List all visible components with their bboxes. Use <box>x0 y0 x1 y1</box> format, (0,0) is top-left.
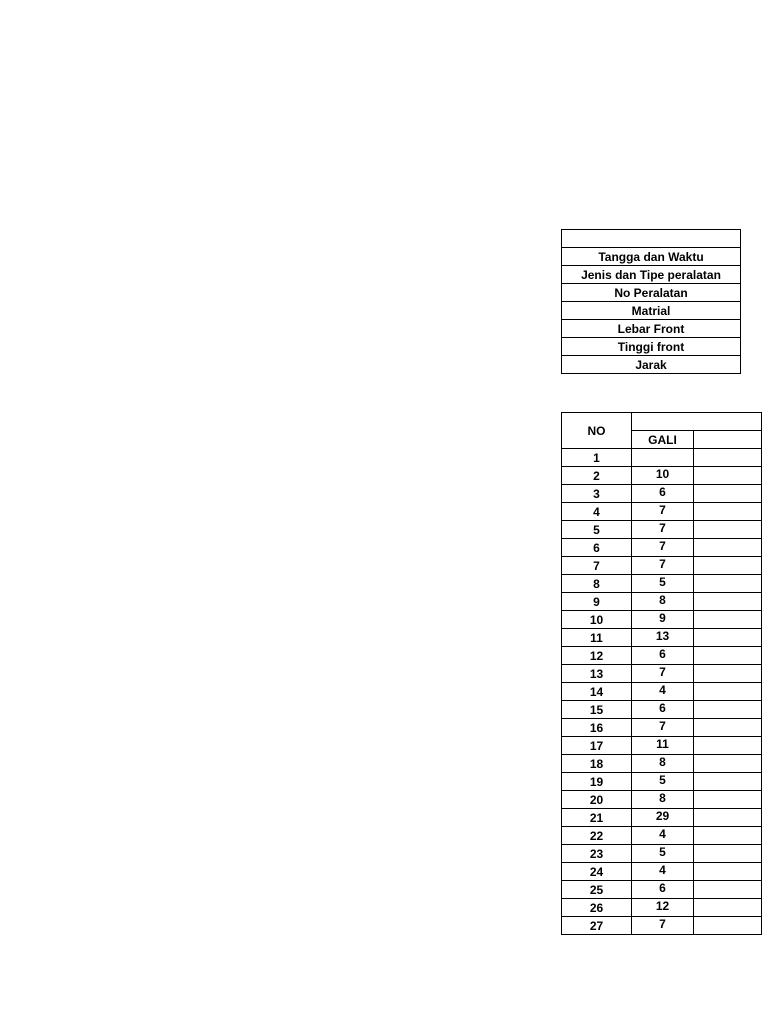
info-row <box>562 284 741 302</box>
data-table-body <box>562 449 762 935</box>
row-next <box>694 485 762 503</box>
row-number: 19 <box>562 773 632 791</box>
info-row <box>562 266 741 284</box>
row-gali <box>632 683 694 701</box>
row-gali <box>632 557 694 575</box>
row-gali-value: 5 <box>659 574 666 589</box>
row-next <box>694 917 762 935</box>
row-gali <box>632 467 694 485</box>
row-next <box>694 503 762 521</box>
info-table <box>561 229 741 374</box>
row-gali-value: 12 <box>655 898 670 913</box>
row-next <box>694 881 762 899</box>
info-row-label: Lebar Front <box>562 320 741 338</box>
row-gali-value: 10 <box>655 466 670 481</box>
row-gali <box>632 521 694 539</box>
info-row <box>562 320 741 338</box>
table-row <box>562 899 762 917</box>
data-table-viewport <box>561 412 695 942</box>
table-row <box>562 557 762 575</box>
row-gali-value: 8 <box>659 790 666 805</box>
row-gali <box>632 611 694 629</box>
row-number: 15 <box>562 701 632 719</box>
table-row <box>562 755 762 773</box>
row-gali <box>632 503 694 521</box>
row-next <box>694 449 762 467</box>
row-next <box>694 845 762 863</box>
table-row <box>562 881 762 899</box>
row-gali-value: 13 <box>655 628 670 643</box>
row-next <box>694 467 762 485</box>
header-group <box>632 413 762 431</box>
row-gali <box>632 575 694 593</box>
row-number: 25 <box>562 881 632 899</box>
info-row <box>562 356 741 374</box>
data-table <box>561 412 762 935</box>
row-gali <box>632 917 694 935</box>
row-number: 12 <box>562 647 632 665</box>
table-row <box>562 917 762 935</box>
row-number: 20 <box>562 791 632 809</box>
row-next <box>694 629 762 647</box>
row-next <box>694 899 762 917</box>
info-row-label: Tinggi front <box>562 338 741 356</box>
row-gali <box>632 827 694 845</box>
row-gali-value: 6 <box>659 646 666 661</box>
row-gali-value: 9 <box>659 610 666 625</box>
row-next <box>694 683 762 701</box>
row-next <box>694 575 762 593</box>
table-row <box>562 593 762 611</box>
row-gali <box>632 485 694 503</box>
info-row <box>562 338 741 356</box>
row-next <box>694 593 762 611</box>
row-gali-value: 6 <box>659 700 666 715</box>
header-gali: GALI <box>632 431 694 449</box>
row-next <box>694 791 762 809</box>
row-gali <box>632 755 694 773</box>
row-number: 4 <box>562 503 632 521</box>
info-row-label: Matrial <box>562 302 741 320</box>
table-row <box>562 791 762 809</box>
row-next <box>694 539 762 557</box>
row-next <box>694 719 762 737</box>
row-next <box>694 701 762 719</box>
row-number: 7 <box>562 557 632 575</box>
row-gali <box>632 881 694 899</box>
row-next <box>694 557 762 575</box>
row-number: 18 <box>562 755 632 773</box>
info-header-row <box>562 230 741 248</box>
info-header-cell <box>562 230 741 248</box>
row-next <box>694 773 762 791</box>
row-number: 8 <box>562 575 632 593</box>
row-gali <box>632 737 694 755</box>
info-table-body <box>562 230 741 374</box>
row-gali <box>632 539 694 557</box>
table-row <box>562 845 762 863</box>
row-next <box>694 647 762 665</box>
info-row <box>562 248 741 266</box>
row-next <box>694 665 762 683</box>
row-gali-value: 7 <box>659 664 666 679</box>
row-number: 13 <box>562 665 632 683</box>
table-row <box>562 629 762 647</box>
row-gali-value: 5 <box>659 772 666 787</box>
row-number: 17 <box>562 737 632 755</box>
table-row <box>562 611 762 629</box>
row-gali-value: 7 <box>659 502 666 517</box>
header-row-top <box>562 413 762 431</box>
table-row <box>562 521 762 539</box>
row-gali <box>632 809 694 827</box>
table-row <box>562 647 762 665</box>
row-gali-value: 6 <box>659 484 666 499</box>
row-gali <box>632 899 694 917</box>
table-row <box>562 485 762 503</box>
row-number: 16 <box>562 719 632 737</box>
table-row <box>562 773 762 791</box>
row-gali-value: 6 <box>659 880 666 895</box>
table-row <box>562 737 762 755</box>
row-gali-value: 8 <box>659 754 666 769</box>
header-no: NO <box>562 413 632 449</box>
row-gali-value: 29 <box>655 808 670 823</box>
info-row-label: Jarak <box>562 356 741 374</box>
row-next <box>694 755 762 773</box>
row-number: 3 <box>562 485 632 503</box>
table-row <box>562 683 762 701</box>
row-gali-value: 5 <box>659 844 666 859</box>
row-gali <box>632 701 694 719</box>
table-row <box>562 575 762 593</box>
row-number: 23 <box>562 845 632 863</box>
row-number: 6 <box>562 539 632 557</box>
row-gali <box>632 845 694 863</box>
info-row-label: Jenis dan Tipe peralatan <box>562 266 741 284</box>
row-number: 10 <box>562 611 632 629</box>
table-row <box>562 719 762 737</box>
row-number: 26 <box>562 899 632 917</box>
row-number: 22 <box>562 827 632 845</box>
row-number: 21 <box>562 809 632 827</box>
row-gali <box>632 791 694 809</box>
row-number: 24 <box>562 863 632 881</box>
row-gali-value: 7 <box>659 520 666 535</box>
info-row <box>562 302 741 320</box>
row-number: 14 <box>562 683 632 701</box>
row-next <box>694 611 762 629</box>
row-next <box>694 827 762 845</box>
row-gali <box>632 665 694 683</box>
row-number: 27 <box>562 917 632 935</box>
table-row <box>562 809 762 827</box>
row-gali-value: 7 <box>659 718 666 733</box>
row-gali <box>632 629 694 647</box>
table-row <box>562 827 762 845</box>
row-gali-value: 4 <box>659 862 666 877</box>
row-gali-value: 4 <box>659 826 666 841</box>
row-gali-value: 7 <box>659 556 666 571</box>
row-gali <box>632 647 694 665</box>
row-gali <box>632 719 694 737</box>
row-number: 5 <box>562 521 632 539</box>
row-number: 1 <box>562 449 632 467</box>
table-row <box>562 449 762 467</box>
row-next <box>694 809 762 827</box>
row-gali <box>632 773 694 791</box>
row-next <box>694 737 762 755</box>
row-number: 9 <box>562 593 632 611</box>
row-gali <box>632 449 694 467</box>
row-number: 2 <box>562 467 632 485</box>
info-table-viewport <box>561 229 721 377</box>
row-next <box>694 863 762 881</box>
info-row-label: No Peralatan <box>562 284 741 302</box>
data-table-head <box>562 413 762 449</box>
row-gali-value: 7 <box>659 916 666 931</box>
table-row <box>562 503 762 521</box>
table-row <box>562 701 762 719</box>
table-row <box>562 665 762 683</box>
row-gali-value: 8 <box>659 592 666 607</box>
row-gali-value: 11 <box>656 736 669 751</box>
row-number: 11 <box>562 629 632 647</box>
row-gali-value: 7 <box>659 538 666 553</box>
table-row <box>562 467 762 485</box>
row-next <box>694 521 762 539</box>
table-row <box>562 863 762 881</box>
row-gali-value: 4 <box>659 682 666 697</box>
table-row <box>562 539 762 557</box>
row-gali <box>632 863 694 881</box>
header-next <box>694 431 762 449</box>
row-gali <box>632 593 694 611</box>
info-row-label: Tangga dan Waktu <box>562 248 741 266</box>
